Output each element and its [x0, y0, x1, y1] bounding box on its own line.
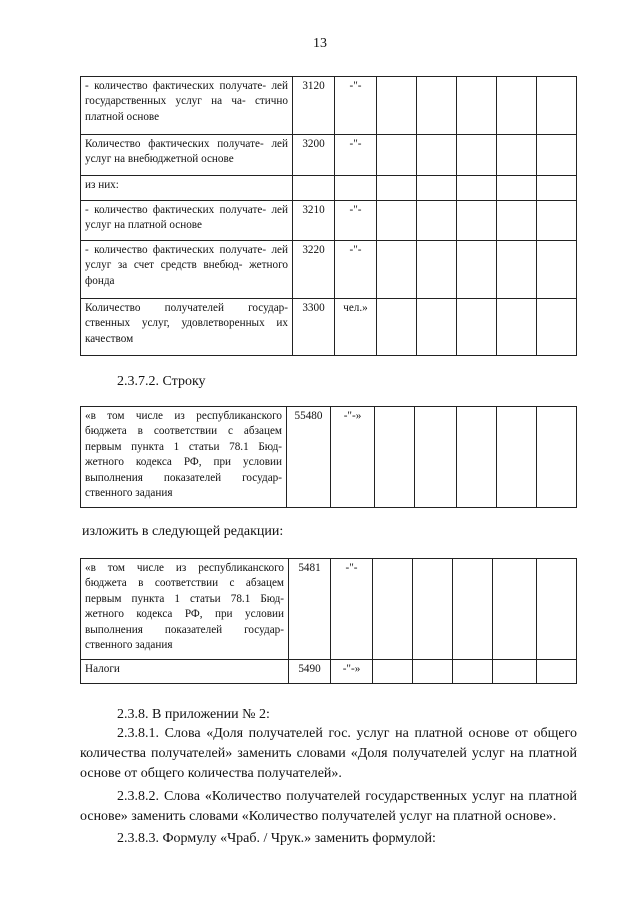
table-row — [81, 201, 577, 241]
table-top — [80, 76, 577, 356]
row-unit: -"- — [335, 241, 377, 299]
row-code: 3210 — [293, 201, 335, 241]
table-row — [81, 299, 577, 356]
table-old-row — [80, 406, 577, 508]
paragraph-2-3-8-2: 2.3.8.2. Слова «Количество получателей государственных услуг на платной основе» заменить словами «Количество получателей услуг на платной основе». — [80, 789, 577, 824]
table-row — [81, 77, 577, 135]
row-code: 5481 — [289, 559, 331, 660]
table-row — [81, 559, 577, 660]
row-unit — [335, 176, 377, 201]
row-description: «в том числе из республиканского бюджета в соответствии с абзацем первым пункта 1 статьи 78.1 Бюд- жетного кодекса РФ, при условии выполнения показателей государ- ственного задания — [81, 559, 289, 660]
paragraph-2-3-8: 2.3.8. В приложении № 2: — [117, 707, 270, 722]
row-code: 3120 — [293, 77, 335, 135]
row-description: Налоги — [81, 660, 289, 684]
row-description: Количество фактических получате- лей услуг на внебюджетной основе — [81, 135, 293, 176]
row-description: из них: — [81, 176, 293, 201]
row-unit: -"-» — [331, 407, 375, 508]
row-code: 55480 — [287, 407, 331, 508]
section-heading-edit: изложить в следующей редакции: — [82, 524, 284, 539]
row-description: Количество получателей государ- ственных услуг, удовлетворенных их качеством — [81, 299, 293, 356]
row-description: - количество фактических получате- лей услуг за счет средств внебюд- жетного фонда — [81, 241, 293, 299]
row-code: 3200 — [293, 135, 335, 176]
table-row — [81, 176, 577, 201]
row-code — [293, 176, 335, 201]
table-row — [81, 241, 577, 299]
row-unit: -"- — [335, 135, 377, 176]
page-number: 13 — [313, 36, 327, 51]
row-unit: -"- — [331, 559, 373, 660]
row-unit: -"- — [335, 201, 377, 241]
row-description: - количество фактических получате- лей государственных услуг на ча- стично платной основе — [81, 77, 293, 135]
row-unit: -"- — [335, 77, 377, 135]
row-description: «в том числе из республиканского бюджета в соответствии с абзацем первым пункта 1 статьи 78.1 Бюд- жетного кодекса РФ, при условии выполнения показателей государ- ственного задания — [81, 407, 287, 508]
table-row — [81, 135, 577, 176]
paragraph-2-3-8-3: 2.3.8.3. Формулу «Чраб. / Чрук.» заменить формулой: — [117, 831, 436, 846]
row-code: 3300 — [293, 299, 335, 356]
row-unit: чел.» — [335, 299, 377, 356]
table-row — [81, 407, 577, 508]
row-description: - количество фактических получате- лей услуг на платной основе — [81, 201, 293, 241]
paragraph-2-3-8-1: 2.3.8.1. Слова «Доля получателей гос. услуг на платной основе от общего количества получателей» заменить словами «Доля получателей услуг на платной основе от общего количества получателей». — [80, 726, 577, 781]
section-heading-row: 2.3.7.2. Строку — [117, 374, 206, 389]
row-unit: -"-» — [331, 660, 373, 684]
table-row — [81, 660, 577, 684]
row-code: 5490 — [289, 660, 331, 684]
row-code: 3220 — [293, 241, 335, 299]
table-new-row — [80, 558, 577, 684]
